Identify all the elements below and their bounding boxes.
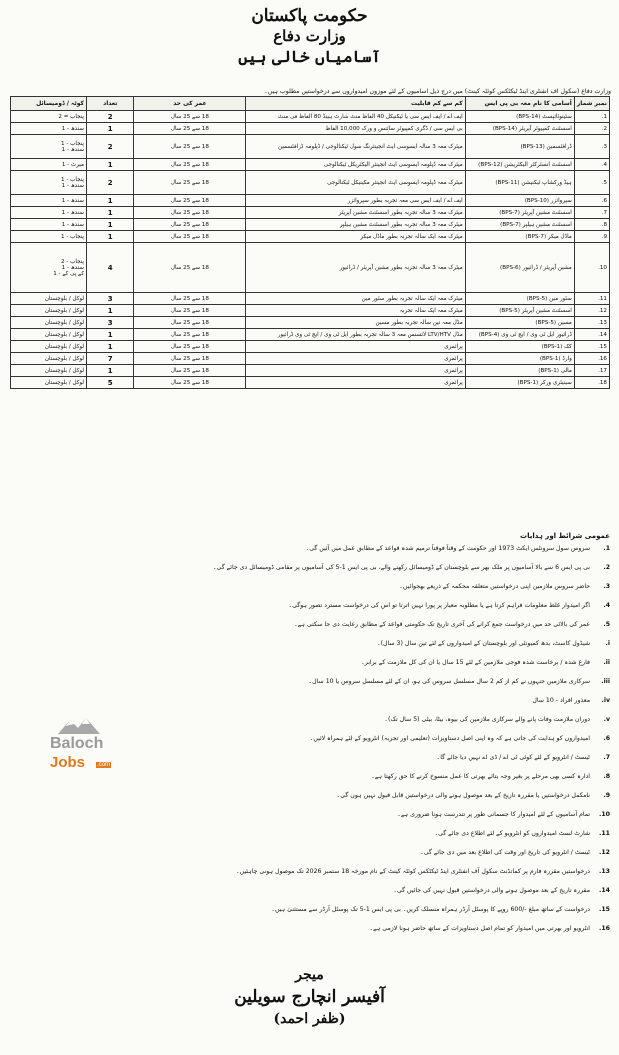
condition-number: 15. (599, 906, 610, 913)
condition-item (10, 544, 610, 554)
cell-quota (11, 305, 87, 317)
quota-line: سندھ - 1 (61, 146, 84, 153)
condition-item (10, 829, 610, 839)
table-row (11, 123, 610, 135)
cell-sn: 8. (574, 219, 609, 231)
signatory-name: (ظفر احمد) (273, 1011, 346, 1027)
condition-number: 7. (603, 754, 610, 761)
condition-number: 10. (599, 811, 610, 818)
quota-line: سندھ - 1 (61, 182, 84, 189)
condition-text: مقررہ تاریخ کے بعد موصول ہونے والی درخواستیں قبول نہیں کی جائیں گی۔ (393, 887, 591, 894)
condition-text: اگر امیدوار غلط معلومات فراہم کرتا ہے یا مطلوبہ معیار پر پورا نہیں اترتا تو اس کی درخواست مسترد تصور ہوگی۔ (288, 602, 591, 609)
quota-line: پنجاب - 1 (61, 140, 84, 147)
cell-qualification: میٹرک معہ ڈپلومہ ایسوسی ایٹ انجینئر الیکٹریکل ٹیکنالوجی (246, 159, 465, 171)
cell-count: 1 (87, 305, 134, 317)
cell-quota (11, 171, 87, 195)
vacancy-title: آسامیاں خالی ہیں (238, 47, 381, 66)
header-sn: نمبر شمار (574, 97, 609, 111)
condition-number: 11. (599, 830, 610, 837)
condition-text: بی پی ایس 6 سے بالا آسامیوں پر ملک بھر سے بلوچستان کے ڈومیسائل رکھنے والے، بی پی ایس 1-5 کی آسامیوں پر مقامی ڈومیسائل دی جائے گی۔ (212, 564, 591, 571)
cell-age: 18 سے 25 سال (134, 365, 246, 377)
logo-suffix: .com (97, 762, 111, 768)
cell-quota (11, 159, 87, 171)
condition-text: حاضر سروس ملازمین اپنی درخواستیں متعلقہ محکمہ کے ذریعے بھجوائیں۔ (399, 583, 591, 590)
cell-sn: 16. (574, 353, 609, 365)
cell-age: 18 سے 25 سال (134, 207, 246, 219)
table-row (11, 135, 610, 159)
cell-qualification: میٹرک معہ ایک سالہ تجربہ بطور ماڈل میکر (246, 231, 465, 243)
cell-qualification: میٹرک معہ ڈپلومہ ایسوسی ایٹ انجینئر مکینیکل ٹیکنالوجی (246, 171, 465, 195)
table-row (11, 377, 610, 389)
cell-post: سٹینوٹائپسٹ (BPS-14) (465, 111, 574, 123)
table-row (11, 231, 610, 243)
condition-item (10, 639, 610, 649)
cell-age: 18 سے 25 سال (134, 231, 246, 243)
cell-sn: 13. (574, 317, 609, 329)
cell-qualification: میٹرک معہ 3 سالہ تجربہ بطور اسسٹنٹ مشین ہیلپر (246, 219, 465, 231)
cell-age: 18 سے 25 سال (134, 329, 246, 341)
condition-number: 6. (603, 735, 610, 742)
cell-sn: 5. (574, 171, 609, 195)
quota-line: سندھ - 1 (61, 264, 84, 271)
cell-post: مشین آپریٹر / ڈرائیور (BPS-6) (465, 243, 574, 293)
cell-sn: 7. (574, 207, 609, 219)
cell-count: 1 (87, 123, 134, 135)
quota-line: پنجاب - 2 (61, 258, 84, 265)
quota-line: لوکل / بلوچستان (44, 319, 84, 326)
condition-item (10, 924, 610, 934)
condition-number: 2. (603, 564, 610, 571)
quota-line: لوکل / بلوچستان (44, 343, 84, 350)
table-row (11, 293, 610, 305)
table-row (11, 207, 610, 219)
cell-qualification: پرائمری (246, 341, 465, 353)
condition-number: 16. (599, 925, 610, 932)
cell-count: 2 (87, 111, 134, 123)
cell-sn: 17. (574, 365, 609, 377)
cell-qualification: پرائمری (246, 377, 465, 389)
quota-line: پنجاب - 1 (61, 233, 84, 240)
cell-qualification: میٹرک معہ 3 سالہ تجربہ بطور مشین آپریٹر / ڈرائیور (246, 243, 465, 293)
condition-number: 3. (603, 583, 610, 590)
quota-line: پنجاب - 1 (61, 176, 84, 183)
condition-number: 8. (603, 773, 610, 780)
condition-number: iii. (601, 678, 610, 685)
cell-age: 18 سے 25 سال (134, 219, 246, 231)
condition-text: درخواستیں مقررہ فارم پر کمانڈنٹ سکول آف انفنٹری اینڈ ٹیکٹکس کوئٹہ کینٹ کے نام مورخہ 18 ستمبر 2026 تک موصول ہونی چاہئیں۔ (236, 868, 591, 875)
condition-text: شارٹ لسٹ امیدواروں کو انٹرویو کے لئے اطلاع دی جائے گی۔ (434, 830, 591, 837)
condition-text: فارغ شدہ / برخاست شدہ فوجی ملازمین کے لئے 15 سال یا ان کی کل ملازمت کے برابر۔ (361, 659, 591, 666)
cell-post: اسسٹنٹ مشین ہیلپر (BPS-7) (465, 219, 574, 231)
cell-age: 18 سے 25 سال (134, 243, 246, 293)
cell-count: 1 (87, 231, 134, 243)
quota-line: میرٹ - 1 (61, 161, 84, 168)
cell-post: اسسٹنٹ مشین آپریٹر (BPS-7) (465, 207, 574, 219)
cell-post: ڈرائیور ایل ٹی وی / ایچ ٹی وی (BPS-4) (465, 329, 574, 341)
quota-line: لوکل / بلوچستان (44, 355, 84, 362)
cell-quota (11, 195, 87, 207)
cell-post: اسسٹنٹ انسٹرکٹر الیکٹریشن (BPS-12) (465, 159, 574, 171)
condition-text: تمام آسامیوں کے لئے امیدوار کا جسمانی طور پر تندرست ہونا ضروری ہے۔ (397, 811, 591, 818)
header-post: آسامی کا نام معہ بی پی ایس (465, 97, 574, 111)
cell-qualification: پرائمری (246, 365, 465, 377)
table-row (11, 171, 610, 195)
cell-sn: 2. (574, 123, 609, 135)
header-age: عمر کی حد (134, 97, 246, 111)
cell-quota (11, 219, 87, 231)
vacancy-table (10, 96, 610, 389)
quota-line: کے پی کے - 1 (53, 270, 84, 277)
cell-post: مسین (BPS-5) (465, 317, 574, 329)
cell-post: سینیٹری ورکر (BPS-1) (465, 377, 574, 389)
condition-text: ادارہ کسی بھی مرحلے پر بغیر وجہ بتائے بھرتی کا عمل منسوخ کرنے کا حق رکھتا ہے۔ (371, 773, 591, 780)
cell-count: 2 (87, 171, 134, 195)
cell-age: 18 سے 25 سال (134, 341, 246, 353)
general-heading: عمومی شرائط اور ہدایات (520, 532, 610, 540)
cell-quota (11, 123, 87, 135)
condition-text: سرکاری ملازمین جنہوں نے کم از کم 2 سال مسلسل سروس کی ہو، ان کے لئے مسلسل سروس یا 10 سال۔ (308, 678, 591, 685)
cell-quota (11, 111, 87, 123)
condition-text: شیڈول کاسٹ، بدھ کمیونٹی اور بلوچستان کے امیدواروں کے لئے تین سال (3 سال)۔ (376, 640, 591, 647)
condition-number: 13. (599, 868, 610, 875)
cell-age: 18 سے 25 سال (134, 293, 246, 305)
condition-item (10, 791, 610, 801)
cell-count: 5 (87, 377, 134, 389)
vacancy-rows (11, 111, 610, 389)
table-row (11, 219, 610, 231)
cell-sn: 15. (574, 341, 609, 353)
cell-post: سپروائزر (BPS-10) (465, 195, 574, 207)
cell-post: ڈرافٹسمین (BPS-13) (465, 135, 574, 159)
table-row (11, 329, 610, 341)
condition-text: ٹیسٹ / انٹرویو کی تاریخ اور وقت کی اطلاع بعد میں دی جائے گی۔ (420, 849, 591, 856)
cell-quota (11, 135, 87, 159)
signatory-designation: آفیسر انچارج سویلین (234, 987, 385, 1007)
table-header-row (11, 97, 610, 111)
table-row (11, 365, 610, 377)
condition-item (10, 601, 610, 611)
cell-qualification: میٹرک معہ ایک سالہ تجربہ (246, 305, 465, 317)
cell-age: 18 سے 25 سال (134, 317, 246, 329)
condition-number: ii. (603, 659, 610, 666)
table-row (11, 111, 610, 123)
cell-qualification: میٹرک معہ 3 سالہ ایسوسی ایٹ انجینئرنگ سول ٹیکنالوجی / ڈپلومہ ڈرافٹسمین (246, 135, 465, 159)
condition-text: انٹرویو اور بھرتی میں امیدوار کو تمام اصل دستاویزات کے ساتھ حاضر ہونا لازمی ہے۔ (369, 925, 591, 932)
condition-number: 1. (603, 545, 610, 552)
cell-quota (11, 207, 87, 219)
cell-count: 1 (87, 219, 134, 231)
cell-count: 2 (87, 135, 134, 159)
condition-item (10, 677, 610, 687)
condition-number: 9. (603, 792, 610, 799)
cell-age: 18 سے 25 سال (134, 111, 246, 123)
cell-age: 18 سے 25 سال (134, 171, 246, 195)
condition-text: درخواست کے ساتھ مبلغ -/600 روپے کا پوسٹل آرڈر ہمراہ منسلک کریں۔ بی پی ایس 1-5 تک پوسٹل آرڈر سے مستثنیٰ ہیں۔ (271, 906, 591, 913)
signature-block (0, 965, 619, 1029)
condition-text: ٹیسٹ / انٹرویو کے لئے کوئی ٹی اے / ڈی اے نہیں دیا جائے گا۔ (436, 754, 591, 761)
cell-count: 1 (87, 207, 134, 219)
cell-sn: 3. (574, 135, 609, 159)
cell-quota (11, 317, 87, 329)
quota-line: سندھ - 1 (61, 221, 84, 228)
condition-text: معذور افراد - 10 سال (532, 697, 591, 704)
table-row (11, 159, 610, 171)
cell-age: 18 سے 25 سال (134, 135, 246, 159)
quota-line: لوکل / بلوچستان (44, 307, 84, 314)
header (0, 6, 619, 68)
condition-number: 14. (599, 887, 610, 894)
quota-line: لوکل / بلوچستان (44, 379, 84, 386)
cell-quota (11, 353, 87, 365)
cell-sn: 4. (574, 159, 609, 171)
logo-text-top: Baloch (50, 735, 104, 752)
cell-quota (11, 341, 87, 353)
cell-age: 18 سے 25 سال (134, 353, 246, 365)
condition-number: iv. (601, 697, 610, 704)
cell-post: اسسٹنٹ مشین آپریٹر (BPS-5) (465, 305, 574, 317)
quota-line: پنجاب = 2 (58, 113, 84, 120)
cell-quota (11, 293, 87, 305)
condition-item (10, 582, 610, 592)
condition-number: 12. (599, 849, 610, 856)
cell-qualification: ایف اے / ایف ایس سی یا ٹیکنیکل 40 الفاظ منٹ شارٹ ہینڈ 80 الفاظ فی منٹ (246, 111, 465, 123)
header-quota: کوٹہ / ڈومیسائل (11, 97, 87, 111)
cell-count: 1 (87, 159, 134, 171)
cell-sn: 6. (574, 195, 609, 207)
cell-post: ہیڈ ورکشاپ ٹیکنیشن (BPS-11) (465, 171, 574, 195)
cell-sn: 10. (574, 243, 609, 293)
cell-qualification: میٹرک معہ 3 سالہ تجربہ بطور اسسٹنٹ مشین آپریٹر (246, 207, 465, 219)
cell-count: 1 (87, 365, 134, 377)
cell-qualification: بی ایس سی / ڈگری کمپیوٹر سائنس و ورک 10,000 الفاظ (246, 123, 465, 135)
cell-sn: 1. (574, 111, 609, 123)
quota-line: سندھ - 1 (61, 197, 84, 204)
quota-line: سندھ - 1 (61, 209, 84, 216)
cell-post: مالی (BPS-1) (465, 365, 574, 377)
signatory-rank: میجر (295, 967, 324, 983)
cell-count: 1 (87, 195, 134, 207)
condition-item (10, 848, 610, 858)
cell-qualification: ایف اے / ایف ایس سی معہ تجربہ بطور سپروائزر (246, 195, 465, 207)
cell-count: 1 (87, 329, 134, 341)
condition-item (10, 905, 610, 915)
quota-line: لوکل / بلوچستان (44, 331, 84, 338)
cell-sn: 9. (574, 231, 609, 243)
cell-age: 18 سے 25 سال (134, 123, 246, 135)
cell-sn: 18. (574, 377, 609, 389)
cell-count: 4 (87, 243, 134, 293)
condition-number: i. (605, 640, 610, 647)
header-count: تعداد (87, 97, 134, 111)
condition-text: عمر کی بالائی حد میں درخواست جمع کرانے کی آخری تاریخ تک حکومتی قواعد کے مطابق رعایت دی جا سکتی ہے۔ (294, 621, 591, 628)
quota-line: لوکل / بلوچستان (44, 367, 84, 374)
cell-age: 18 سے 25 سال (134, 159, 246, 171)
condition-text: نامکمل درخواستیں یا مقررہ تاریخ کے بعد موصول ہونے والی درخواستیں قابل قبول نہیں ہوں گی۔ (336, 792, 591, 799)
quota-line: لوکل / بلوچستان (44, 295, 84, 302)
cell-count: 1 (87, 341, 134, 353)
cell-post: سٹور مین (BPS-5) (465, 293, 574, 305)
intro-text: وزارت دفاع (سکول آف انفنٹری اینڈ ٹیکٹکس کوئٹہ کینٹ) میں درج ذیل آسامیوں کے لئے موزوں امیدواروں سے درخواستیں مطلوب ہیں۔ (264, 88, 611, 95)
cell-count: 7 (87, 353, 134, 365)
cell-age: 18 سے 25 سال (134, 305, 246, 317)
condition-item (10, 886, 610, 896)
cell-post: ماڈل میکر (BPS-7) (465, 231, 574, 243)
cell-qualification: مڈل LTV/HTV لائسنس معہ 3 سالہ تجربہ بطور ایل ٹی وی / ایچ ٹی وی ڈرائیور (246, 329, 465, 341)
government-title: حکومت پاکستان (251, 6, 368, 26)
cell-qualification: مڈل معہ تین سالہ تجربہ بطور مسین (246, 317, 465, 329)
condition-item (10, 563, 610, 573)
cell-count: 3 (87, 317, 134, 329)
table-row (11, 243, 610, 293)
cell-count: 3 (87, 293, 134, 305)
condition-item (10, 658, 610, 668)
cell-sn: 11. (574, 293, 609, 305)
condition-text: دوران ملازمت وفات پانے والے سرکاری ملازمین کی بیوہ، بیٹا، بیٹی (5 سال تک)۔ (384, 716, 591, 723)
table-row (11, 353, 610, 365)
condition-item (10, 620, 610, 630)
logo-text-bottom: Jobs (50, 754, 86, 771)
cell-age: 18 سے 25 سال (134, 377, 246, 389)
cell-sn: 14. (574, 329, 609, 341)
cell-post: وارڈ (BPS-1) (465, 353, 574, 365)
cell-quota (11, 243, 87, 293)
header-qualification: کم سے کم قابلیت (246, 97, 465, 111)
table-row (11, 317, 610, 329)
condition-number: 4. (603, 602, 610, 609)
condition-item (10, 867, 610, 877)
cell-qualification: میٹرک معہ ایک سالہ تجربہ بطور سٹور مین (246, 293, 465, 305)
cell-post: اسسٹنٹ کمپیوٹر آپریٹر (BPS-14) (465, 123, 574, 135)
cell-age: 18 سے 25 سال (134, 195, 246, 207)
cell-quota (11, 365, 87, 377)
condition-item (10, 696, 610, 706)
cell-quota (11, 377, 87, 389)
condition-number: 5. (603, 621, 610, 628)
table-row (11, 305, 610, 317)
cell-post: کک (BPS-1) (465, 341, 574, 353)
cell-sn: 12. (574, 305, 609, 317)
quota-line: سندھ - 1 (61, 125, 84, 132)
ministry-title: وزارت دفاع (273, 27, 346, 45)
condition-text: سروس سول سرونٹس ایکٹ 1973 اور حکومت کے وقتاً فوقتاً ترمیم شدہ قواعد کے مطابق عمل میں آئیں گی۔ (305, 545, 591, 552)
table-row (11, 341, 610, 353)
cell-qualification: پرائمری (246, 353, 465, 365)
condition-number: v. (603, 716, 610, 723)
table-row (11, 195, 610, 207)
cell-quota (11, 231, 87, 243)
cell-quota (11, 329, 87, 341)
condition-text: امیدواروں کو ہدایت کی جاتی ہے کہ وہ اپنی اصل دستاویزات (تعلیمی اور تجربہ) انٹرویو کے لئے ہمراہ لائیں۔ (309, 735, 591, 742)
condition-item (10, 810, 610, 820)
